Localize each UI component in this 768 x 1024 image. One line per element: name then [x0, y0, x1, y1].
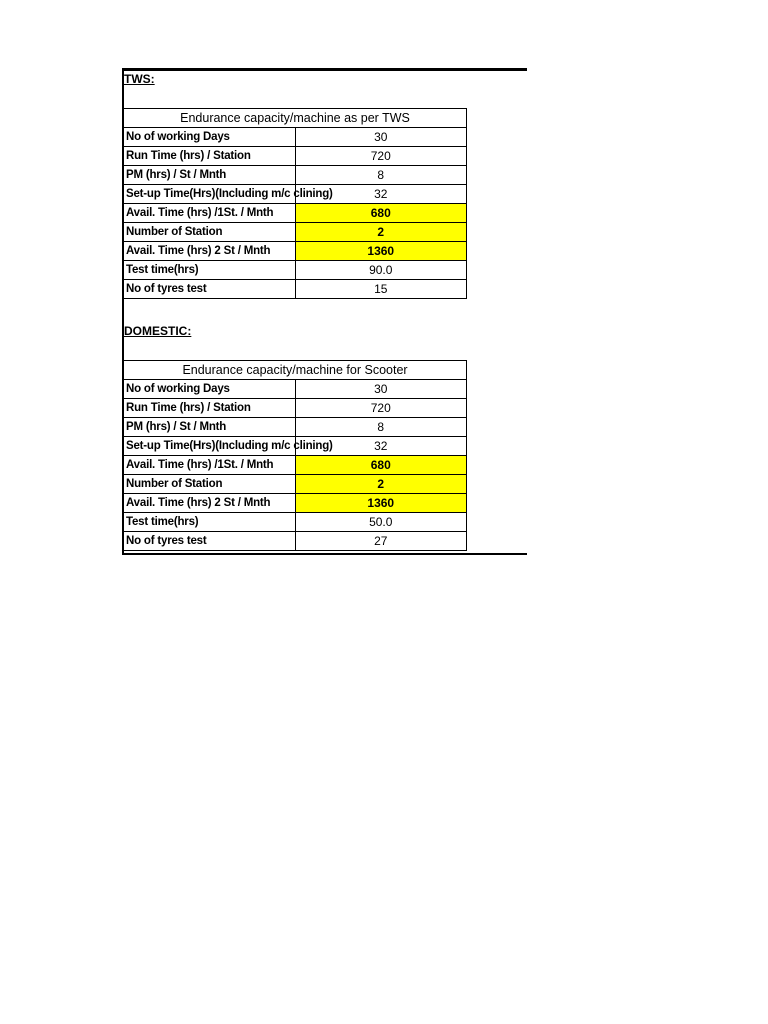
row-label: Number of Station	[124, 475, 296, 494]
table-row	[124, 242, 467, 261]
row-label: Test time(hrs)	[124, 513, 296, 532]
row-label: Number of Station	[124, 223, 296, 242]
row-value: 720	[295, 399, 467, 418]
domestic-capacity-table	[123, 360, 467, 551]
row-label: No of tyres test	[124, 280, 296, 299]
row-value: 32	[295, 185, 467, 204]
row-label: Avail. Time (hrs) /1St. / Mnth	[124, 204, 296, 223]
table-row	[124, 166, 467, 185]
row-label: Avail. Time (hrs) 2 St / Mnth	[124, 494, 296, 513]
row-label: Test time(hrs)	[124, 261, 296, 280]
tws-capacity-table	[123, 108, 467, 299]
row-value-highlighted: 1360	[295, 242, 467, 261]
section-heading-domestic: DOMESTIC:	[124, 324, 192, 338]
row-value-highlighted: 680	[295, 204, 467, 223]
table-row	[124, 128, 467, 147]
row-label: Run Time (hrs) / Station	[124, 147, 296, 166]
table-row	[124, 185, 467, 204]
table-row	[124, 223, 467, 242]
row-label: Run Time (hrs) / Station	[124, 399, 296, 418]
row-value-highlighted: 1360	[295, 494, 467, 513]
row-label: Set-up Time(Hrs)(Including m/c clining)	[124, 437, 296, 456]
table-row	[124, 456, 467, 475]
table-row	[124, 280, 467, 299]
table-row	[124, 475, 467, 494]
row-label: Set-up Time(Hrs)(Including m/c clining)	[124, 185, 296, 204]
row-value: 32	[295, 437, 467, 456]
table-title: Endurance capacity/machine as per TWS	[124, 109, 467, 128]
row-value: 30	[295, 128, 467, 147]
table-row	[124, 399, 467, 418]
table-row	[124, 418, 467, 437]
row-label: Avail. Time (hrs) /1St. / Mnth	[124, 456, 296, 475]
row-value: 27	[295, 532, 467, 551]
section-heading-tws: TWS:	[124, 72, 155, 86]
row-label: PM (hrs) / St / Mnth	[124, 418, 296, 437]
row-value: 30	[295, 380, 467, 399]
table-row	[124, 147, 467, 166]
row-value-highlighted: 2	[295, 223, 467, 242]
row-label: No of working Days	[124, 380, 296, 399]
row-value: 8	[295, 418, 467, 437]
table-row	[124, 261, 467, 280]
row-value: 15	[295, 280, 467, 299]
row-value: 50.0	[295, 513, 467, 532]
row-label: PM (hrs) / St / Mnth	[124, 166, 296, 185]
row-label: No of working Days	[124, 128, 296, 147]
row-value: 8	[295, 166, 467, 185]
table-row	[124, 494, 467, 513]
table-title: Endurance capacity/machine for Scooter	[124, 361, 467, 380]
row-label: Avail. Time (hrs) 2 St / Mnth	[124, 242, 296, 261]
row-label: No of tyres test	[124, 532, 296, 551]
row-value-highlighted: 2	[295, 475, 467, 494]
row-value: 90.0	[295, 261, 467, 280]
table-row	[124, 532, 467, 551]
table-row	[124, 437, 467, 456]
table-row	[124, 204, 467, 223]
table-row	[124, 513, 467, 532]
row-value: 720	[295, 147, 467, 166]
table-row	[124, 380, 467, 399]
row-value-highlighted: 680	[295, 456, 467, 475]
